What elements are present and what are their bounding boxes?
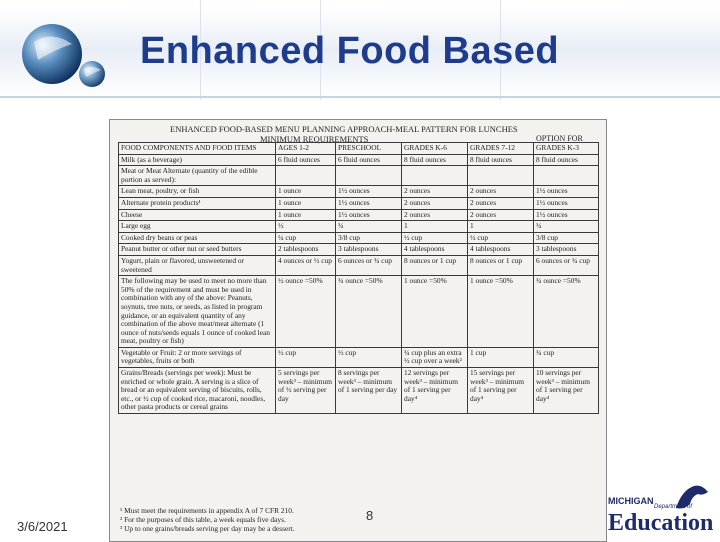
food-item-cell: Alternate protein products¹	[119, 197, 276, 209]
food-item-cell: Large egg	[119, 221, 276, 233]
serving-cell: 1 ounce	[276, 209, 336, 221]
serving-cell: 1 ounce	[276, 197, 336, 209]
serving-cell: 6 fluid ounces	[276, 154, 336, 166]
serving-cell: 4 tablespoons	[402, 244, 468, 256]
serving-cell: 3/8 cup	[336, 232, 402, 244]
table-row	[119, 368, 599, 414]
food-item-cell: Lean meat, poultry, or fish	[119, 186, 276, 198]
serving-cell: ¼ cup	[276, 232, 336, 244]
footnote: ¹ Must meet the requirements in appendix A of 7 CFR 210.	[120, 506, 294, 515]
serving-cell	[534, 166, 599, 186]
column-header: GRADES K-3	[534, 143, 599, 155]
serving-cell: 4 ounces or ½ cup	[276, 255, 336, 275]
document-subtitle: MINIMUM REQUIREMENTS	[260, 134, 369, 144]
food-item-cell: Cheese	[119, 209, 276, 221]
table-row	[119, 255, 599, 275]
table-row	[119, 221, 599, 233]
footnote: ² For the purposes of this table, a week equals five days.	[120, 515, 286, 524]
serving-cell: 8 ounces or 1 cup	[402, 255, 468, 275]
serving-cell: 8 fluid ounces	[468, 154, 534, 166]
document-title: ENHANCED FOOD-BASED MENU PLANNING APPROACH-MEAL PATTERN FOR LUNCHES	[170, 124, 518, 134]
serving-cell: 5 servings per week³ – minimum of ½ serving per day	[276, 368, 336, 414]
serving-cell: 1 ounce	[276, 186, 336, 198]
serving-cell: ½ cup	[468, 232, 534, 244]
serving-cell: ½ cup	[276, 347, 336, 367]
food-item-cell: Peanut butter or other nut or seed butters	[119, 244, 276, 256]
serving-cell: 1½ ounces	[534, 209, 599, 221]
serving-cell: 3 tablespoons	[336, 244, 402, 256]
serving-cell: 8 fluid ounces	[534, 154, 599, 166]
food-item-cell: Meat or Meat Alternate (quantity of the edible portion as served):	[119, 166, 276, 186]
serving-cell: 1 cup	[468, 347, 534, 367]
column-header: PRESCHOOL	[336, 143, 402, 155]
table-row	[119, 186, 599, 198]
michigan-education-logo	[606, 482, 716, 538]
logo-michigan-text: MICHIGAN	[608, 496, 654, 506]
serving-cell: 1½ ounces	[534, 197, 599, 209]
serving-cell: 2 ounces	[402, 197, 468, 209]
serving-cell: ½ ounce =50%	[276, 276, 336, 348]
table-row	[119, 276, 599, 348]
serving-cell: 6 ounces or ¾ cup	[534, 255, 599, 275]
meal-pattern-table	[118, 142, 599, 414]
serving-cell	[468, 166, 534, 186]
serving-cell	[402, 166, 468, 186]
serving-cell: 2 ounces	[468, 197, 534, 209]
serving-cell: 8 fluid ounces	[402, 154, 468, 166]
serving-cell: 8 servings per week³ – minimum of 1 serving per day	[336, 368, 402, 414]
serving-cell: 1½ ounces	[336, 197, 402, 209]
serving-cell: ½	[276, 221, 336, 233]
table-row	[119, 197, 599, 209]
serving-cell: 15 servings per week³ – minimum of 1 serving per day⁴	[468, 368, 534, 414]
serving-cell: ¾ cup	[534, 347, 599, 367]
serving-cell: ½ cup	[336, 347, 402, 367]
serving-cell: 12 servings per week³ – minimum of 1 serving per day⁴	[402, 368, 468, 414]
serving-cell: 3 tablespoons	[534, 244, 599, 256]
serving-cell: 2 ounces	[468, 209, 534, 221]
serving-cell: ¾ ounce =50%	[534, 276, 599, 348]
globe-logo-icon	[14, 20, 114, 100]
column-header: GRADES 7-12	[468, 143, 534, 155]
serving-cell: 1	[402, 221, 468, 233]
table-row	[119, 154, 599, 166]
serving-cell: ¾ cup plus an extra ½ cup over a week²	[402, 347, 468, 367]
slide-title: Enhanced Food Based	[140, 30, 560, 72]
serving-cell	[336, 166, 402, 186]
serving-cell: ¾	[534, 221, 599, 233]
table-row	[119, 347, 599, 367]
table-row	[119, 209, 599, 221]
document-option-label: OPTION FOR	[536, 134, 583, 143]
table-row	[119, 244, 599, 256]
footnotes	[120, 506, 295, 533]
slide-date: 3/6/2021	[17, 519, 68, 534]
serving-cell: 1½ ounces	[336, 186, 402, 198]
column-header: FOOD COMPONENTS AND FOOD ITEMS	[119, 143, 276, 155]
serving-cell: 1½ ounces	[534, 186, 599, 198]
serving-cell: 4 tablespoons	[468, 244, 534, 256]
page-number: 8	[366, 508, 374, 523]
logo-education-text: Education	[608, 510, 714, 536]
serving-cell: 1	[468, 221, 534, 233]
serving-cell: 3/8 cup	[534, 232, 599, 244]
serving-cell: 2 ounces	[402, 186, 468, 198]
serving-cell: 1 ounce =50%	[402, 276, 468, 348]
column-header: AGES 1-2	[276, 143, 336, 155]
serving-cell: 6 ounces or ¾ cup	[336, 255, 402, 275]
serving-cell: ¾	[336, 221, 402, 233]
footnote: ³ Up to one grains/breads serving per day may be a dessert.	[120, 524, 295, 533]
serving-cell: 8 ounces or 1 cup	[468, 255, 534, 275]
scanned-document	[109, 119, 607, 542]
serving-cell: ½ cup	[402, 232, 468, 244]
serving-cell: 6 fluid ounces	[336, 154, 402, 166]
serving-cell: 10 servings per week³ – minimum of 1 serving per day⁴	[534, 368, 599, 414]
table-row	[119, 232, 599, 244]
table-row	[119, 166, 599, 186]
serving-cell: 1½ ounces	[336, 209, 402, 221]
food-item-cell: Milk (as a beverage)	[119, 154, 276, 166]
table-header-row	[119, 143, 599, 155]
serving-cell: 1 ounce =50%	[468, 276, 534, 348]
food-item-cell: Vegetable or Fruit: 2 or more servings of vegetables, fruits or both	[119, 347, 276, 367]
serving-cell: 2 tablespoons	[276, 244, 336, 256]
serving-cell: ¾ ounce =50%	[336, 276, 402, 348]
food-item-cell: Grains/Breads (servings per week): Must be enriched or whole grain. A serving is a slice of bread or an equivalent serving of biscuits, rolls, etc., or ½ cup of cooked rice, macaroni, noodles, other pasta products or cereal grains	[119, 368, 276, 414]
serving-cell: 2 ounces	[468, 186, 534, 198]
logo-department-text: Department of	[654, 504, 693, 510]
serving-cell	[276, 166, 336, 186]
serving-cell: 2 ounces	[402, 209, 468, 221]
food-item-cell: Yogurt, plain or flavored, unsweetened or sweetened	[119, 255, 276, 275]
column-header: GRADES K-6	[402, 143, 468, 155]
slide-header	[0, 0, 720, 120]
food-item-cell: Cooked dry beans or peas	[119, 232, 276, 244]
food-item-cell: The following may be used to meet no more than 50% of the requirement and must be used in combination with any of the above: Peanuts, soynuts, tree nuts, or seeds, as listed in program guidance, or an equivalent quantity of any combination of the above meat/meat alternate (1 ounce of nuts/seeds equals 1 ounce of cooked lean meat, poultry or fish)	[119, 276, 276, 348]
